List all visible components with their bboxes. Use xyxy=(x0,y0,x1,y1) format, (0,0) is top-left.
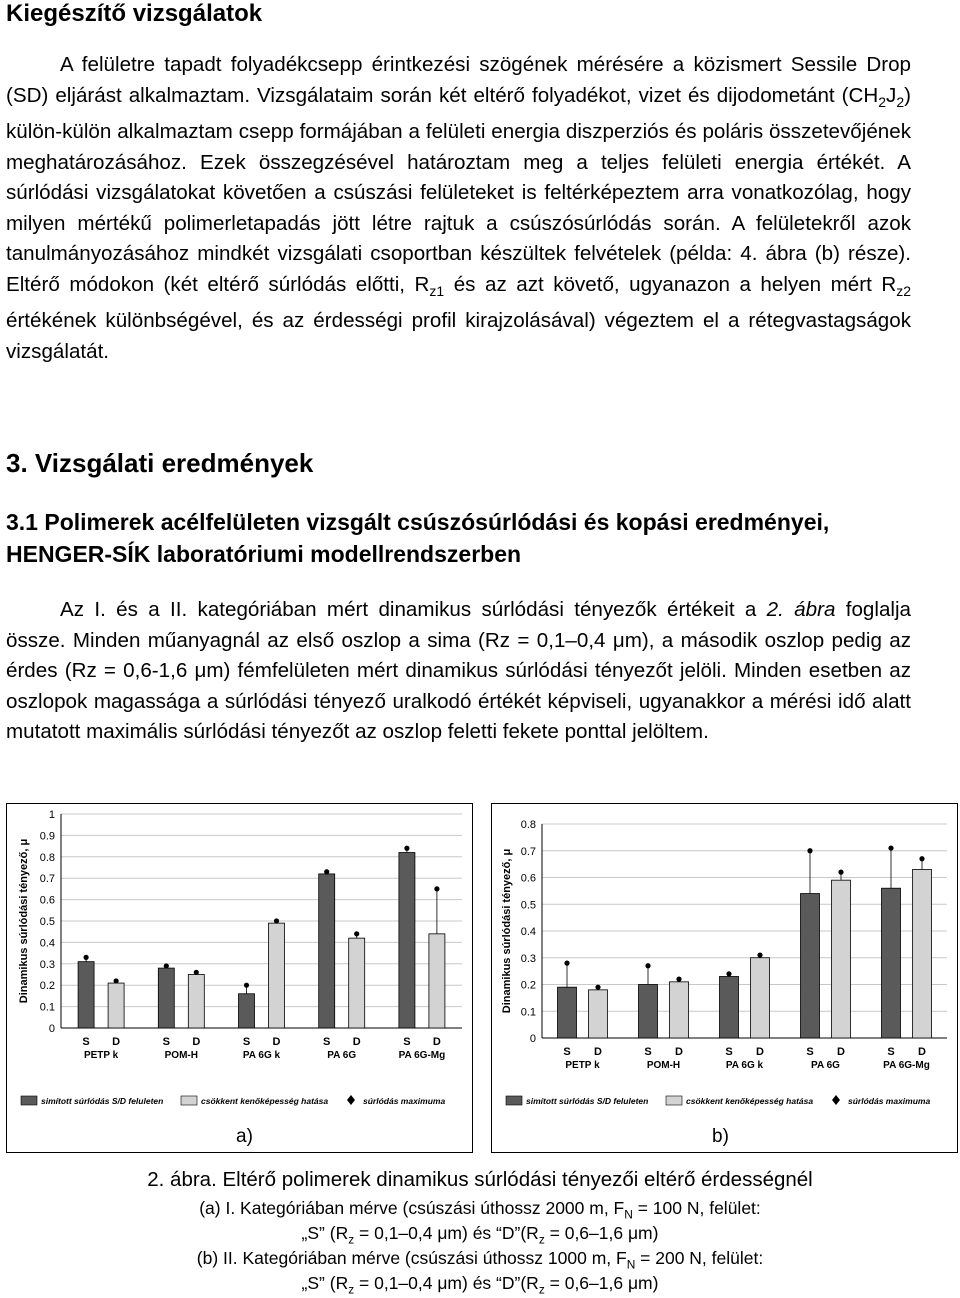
legend-rough-swatch xyxy=(181,1096,197,1105)
x-category-label: POM-H xyxy=(164,1050,198,1061)
x-category-label: PA 6G xyxy=(811,1060,840,1071)
bar-rough xyxy=(349,938,365,1028)
y-tick-label: 0.8 xyxy=(520,819,536,831)
bar-smooth xyxy=(239,994,255,1028)
legend-smooth-label: simított súrlódás S/D feluleten xyxy=(41,1096,164,1106)
section-title: Kiegészítő vizsgálatok xyxy=(6,0,263,27)
x-sublabel: D xyxy=(352,1036,361,1048)
bar-rough xyxy=(670,982,689,1038)
y-tick-label: 0.5 xyxy=(520,899,536,912)
x-sublabel: S xyxy=(725,1046,733,1058)
x-sublabel: D xyxy=(918,1046,926,1058)
legend-smooth-swatch xyxy=(21,1096,37,1105)
bar-smooth xyxy=(78,962,94,1028)
x-sublabel: S xyxy=(644,1046,652,1058)
y-tick-label: 0.1 xyxy=(39,1001,55,1014)
y-tick-label: 0.6 xyxy=(39,894,55,907)
y-tick-label: 0.7 xyxy=(39,873,55,886)
max-point xyxy=(274,918,279,923)
max-point xyxy=(757,952,762,957)
bar-smooth xyxy=(399,853,415,1028)
legend-smooth-swatch xyxy=(506,1096,522,1105)
y-axis-label: Dinamikus súrlódási tényező, μ xyxy=(501,848,513,1014)
bar-smooth xyxy=(558,987,577,1038)
caption-line-a-surface: „S” ($R_z = 0,1-0,4$ μm) és “$D”(R_z = 0,6-1,6$ μm) xyxy=(301,1223,659,1247)
x-sublabel: S xyxy=(403,1036,411,1048)
x-sublabel: S xyxy=(242,1036,251,1048)
legend-smooth-label: simított súrlódás S/D feluleten xyxy=(526,1096,649,1106)
x-category-label: PA 6G-Mg xyxy=(883,1060,930,1071)
y-tick-label: 0.1 xyxy=(520,1006,536,1019)
chart-b-svg xyxy=(492,804,957,1152)
x-sublabel: S xyxy=(162,1036,170,1048)
max-point xyxy=(194,970,199,975)
bar-smooth xyxy=(319,874,335,1028)
caption-line-b-surface: „S” ($R_z = 0,1-0,4$ μm) és “$D”(R_z = 0,6-1,6$ μm) xyxy=(301,1273,659,1297)
bar-rough xyxy=(913,869,932,1038)
x-sublabel: D xyxy=(432,1036,441,1048)
max-point xyxy=(114,978,119,983)
bar-rough xyxy=(269,923,285,1028)
max-point xyxy=(244,983,249,988)
chart-a-svg xyxy=(7,804,472,1152)
max-point xyxy=(434,886,439,891)
x-sublabel: S xyxy=(563,1046,571,1058)
caption-line-b: (b) II. Kategóriában mérve (csúszási úthossz 1000 m, $F_N = 200$ N, felület: xyxy=(196,1248,764,1272)
max-point xyxy=(676,977,681,982)
max-point xyxy=(726,971,731,976)
x-sublabel: D xyxy=(837,1046,845,1058)
max-point xyxy=(324,869,329,874)
max-point xyxy=(84,955,89,960)
chart-panel-a xyxy=(6,803,473,1153)
legend-rough-label: csökkent kenőképesség hatása xyxy=(201,1096,329,1106)
x-category-label: POM-H xyxy=(646,1060,681,1071)
legend-max-marker xyxy=(347,1095,355,1105)
x-sublabel: D xyxy=(272,1036,281,1048)
max-point xyxy=(164,963,169,968)
bar-rough xyxy=(429,934,445,1028)
legend-max-marker xyxy=(832,1095,840,1105)
max-point xyxy=(838,870,843,875)
x-category-label: PETP k xyxy=(565,1060,600,1071)
y-tick-label: 0.2 xyxy=(520,979,536,992)
x-category-label: PA 6G-Mg xyxy=(398,1050,446,1061)
x-sublabel: S xyxy=(82,1036,90,1048)
bar-rough xyxy=(108,983,124,1028)
caption-line-a: (a) I. Kategóriában mérve (csúszási úthossz 2000 m, $F_N = 100$ N, felület: xyxy=(199,1198,761,1222)
max-point xyxy=(404,846,409,851)
bar-rough xyxy=(188,975,204,1029)
x-category-label: PETP k xyxy=(83,1050,119,1061)
y-tick-label: 0.5 xyxy=(39,916,55,928)
panel-label-a: a) xyxy=(236,1126,253,1147)
legend-rough-label: csökkent kenőképesség hatása xyxy=(686,1096,814,1106)
chapter-title: 3. Vizsgálati eredmények xyxy=(6,448,314,478)
y-tick-label: 0 xyxy=(48,1023,55,1035)
x-sublabel: S xyxy=(887,1046,895,1058)
y-tick-label: 0.2 xyxy=(39,980,55,993)
x-category-label: PA 6G k xyxy=(242,1050,281,1061)
y-tick-label: 0.8 xyxy=(39,851,55,864)
bar-smooth xyxy=(158,968,174,1028)
y-tick-label: 0.3 xyxy=(39,958,55,971)
max-point xyxy=(564,961,569,966)
legend-max-label: súrlódás maximuma xyxy=(363,1096,446,1106)
subsection-title: 3.1 Polimerek acélfelületen vizsgált csúszósúrlódási és kopási eredményei, HENGER-SÍK laboratóriumi modellrendszerben xyxy=(6,509,830,567)
max-point xyxy=(645,963,650,968)
paragraph-methods: A felületre tapadt folyadékcsepp érintkezési szögének mérésére a közismert Sessile Drop (SD) eljárást alkalmaztam. Vizsgálataim során két eltérő folyadékot, vizet és dijodometánt $(CH_2J_2)$ külön-külön alkalmaztam csepp formájában a felületi energia diszperziós és poláris összetevőjének meghatározásához. Ezek összegzésével határoztam meg a teljes felületi energia értékét. A súrlódási vizsgálatokat követően a csúszási felületeket is feltérképeztem arra vonatkozólag, hogy milyen mértékű polimerletapadás jött létre rajtuk a csúszósúrlódás során. A felületekről azok tanulmányozásához mindkét vizsgálati csoportban készültek felvételek (példa: 4. ábra (b) része). Eltérő módokon (két eltérő súrlódás előtti, $R_{z1}$ és az azt követő, ugyanazon a helyen mért $R_{z2}$ értékének különbségével, és az érdességi profil kirajzolásával) végeztem el a rétegvastagságok vizsgálatát. xyxy=(6,53,911,363)
y-tick-label: 0.3 xyxy=(520,952,536,965)
figure-reference: 2. ábra xyxy=(766,598,836,621)
bar-rough xyxy=(751,958,770,1038)
x-sublabel: D xyxy=(756,1046,764,1058)
max-point xyxy=(354,931,359,936)
bar-smooth xyxy=(801,894,820,1038)
chart-panel-b xyxy=(491,803,958,1153)
x-sublabel: S xyxy=(323,1036,331,1048)
bar-rough xyxy=(832,880,851,1038)
legend-max-label: súrlódás maximuma xyxy=(848,1096,931,1106)
x-sublabel: D xyxy=(594,1046,602,1058)
y-tick-label: 1 xyxy=(48,809,55,821)
x-category-label: PA 6G k xyxy=(725,1060,764,1071)
figure-caption: 2. ábra. Eltérő polimerek dinamikus súrlódási tényezői eltérő érdességnél xyxy=(147,1168,813,1191)
y-tick-label: 0.4 xyxy=(39,937,55,950)
max-point xyxy=(807,848,812,853)
legend-rough-swatch xyxy=(666,1096,682,1105)
y-tick-label: 0.6 xyxy=(520,872,536,885)
bar-smooth xyxy=(720,976,739,1038)
max-point xyxy=(595,985,600,990)
y-tick-label: 0.4 xyxy=(520,926,536,938)
x-category-label: PA 6G xyxy=(327,1050,357,1061)
y-tick-label: 0.7 xyxy=(520,845,536,858)
x-sublabel: D xyxy=(112,1036,121,1048)
x-sublabel: D xyxy=(192,1036,201,1048)
x-sublabel: D xyxy=(675,1046,683,1058)
paragraph-results: Az I. és a II. kategóriában mért dinamikus súrlódási tényezők értékeit a 2. ábra foglalja össze. Minden műanyagnál az első oszlop a sima (Rz = 0,1–0,4 μm), a második oszlop pedig az érdes (Rz = 0,6-1,6 μm) fémfelületen mért dinamikus súrlódási tényezőt jelöli. Minden esetben az oszlopok magassága a súrlódási tényező uralkodó értékét képviseli, ugyanakkor a mérési idő alatt mutatott maximális súrlódási tényezőt az oszlop feletti fekete ponttal jelöltem. xyxy=(6,598,912,743)
bar-smooth xyxy=(882,888,901,1038)
max-point xyxy=(919,856,924,861)
max-point xyxy=(888,845,893,850)
y-tick-label: 0.9 xyxy=(39,830,55,843)
y-axis-label: Dinamikus súrlódási tényező, μ xyxy=(18,838,30,1004)
y-tick-label: 0 xyxy=(529,1033,536,1045)
bar-rough xyxy=(589,990,608,1038)
bar-smooth xyxy=(639,985,658,1039)
x-sublabel: S xyxy=(806,1046,814,1058)
panel-label-b: b) xyxy=(712,1126,729,1147)
